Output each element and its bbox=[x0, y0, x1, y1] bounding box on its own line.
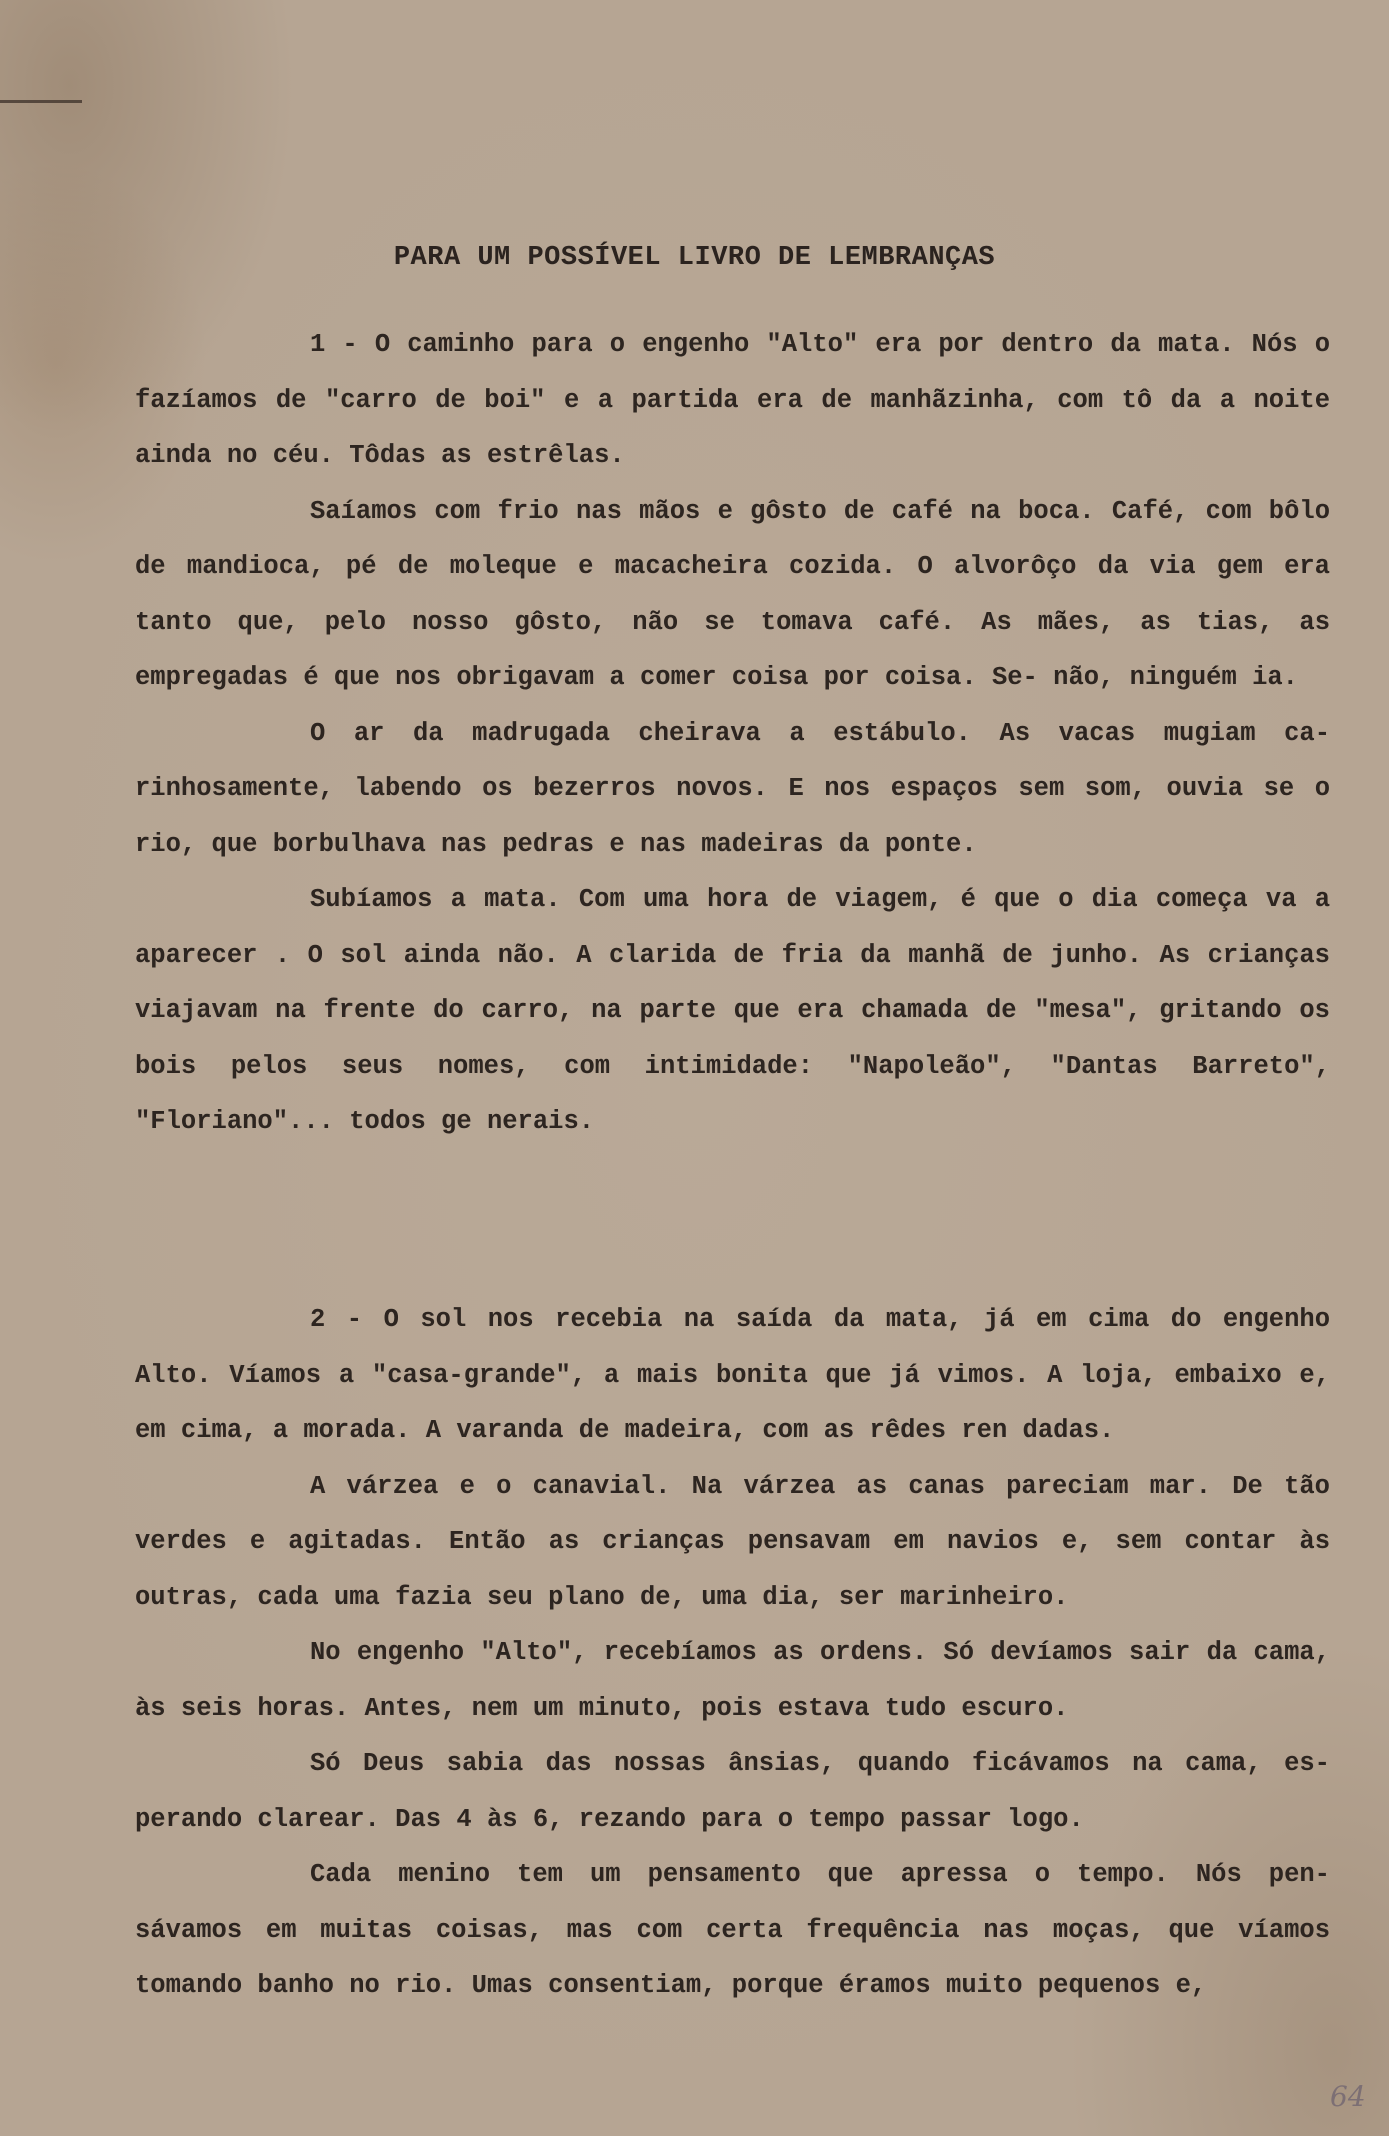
paragraph: Saíamos com frio nas mãos e gôsto de café na boca. Café, com bôlo de mandioca, pé de moleque e macacheira cozida. O alvorôço da via gem era tanto que, pelo nosso gôsto, não se tomava café. As mães, as tias, as empregadas é que nos obrigavam a comer coisa por coisa. Se- não, ninguém ia. bbox=[135, 496, 1330, 692]
paragraph: 2 - O sol nos recebia na saída da mata, já em cima do engenho Alto. Víamos a "casa-grande", a mais bonita que já vimos. A loja, embaixo e, em cima, a morada. A varanda de madeira, com as rêdes ren dadas. bbox=[135, 1305, 1330, 1445]
paragraph: A várzea e o canavial. Na várzea as canas pareciam mar. De tão verdes e agitadas. Então as crianças pensavam em navios e, sem contar às outras, cada uma fazia seu plano de, uma dia, ser marinheiro. bbox=[135, 1471, 1330, 1612]
paragraph: O ar da madrugada cheirava a estábulo. As vacas mugiam ca- rinhosamente, labendo os bezerros novos. E nos espaços sem som, ouvia se o rio, que borbulhava nas pedras e nas madeiras da ponte. bbox=[135, 718, 1330, 859]
page-number: 64 bbox=[1330, 2080, 1366, 2113]
edge-ink-mark bbox=[0, 100, 82, 103]
paragraph: Só Deus sabia das nossas ânsias, quando ficávamos na cama, es- perando clarear. Das 4 às 6, rezando para o tempo passar logo. bbox=[135, 1749, 1330, 1834]
paragraph: Subíamos a mata. Com uma hora de viagem, é que o dia começa va a aparecer . O sol ainda não. A clarida de fria da manhã de junho. As crianças viajavam na frente do carro, na parte que era chamada de "mesa", gritando os bois pelos seus nomes, com intimidade: "Napoleão", "Dantas Barreto", "Floriano"... todos ge nerais. bbox=[135, 885, 1330, 1136]
section-1 bbox=[135, 317, 1330, 1150]
document-title: PARA UM POSSÍVEL LIVRO DE LEMBRANÇAS bbox=[393, 243, 996, 273]
paragraph: No engenho "Alto", recebíamos as ordens. Só devíamos sair da cama, às seis horas. Antes, nem um minuto, pois estava tudo escuro. bbox=[135, 1638, 1330, 1723]
paragraph: 1 - O caminho para o engenho "Alto" era por dentro da mata. Nós o fazíamos de "carro de boi" e a partida era de manhãzinha, com tô da a noite ainda no céu. Tôdas as estrêlas. bbox=[135, 330, 1330, 470]
paragraph: Cada menino tem um pensamento que apressa o tempo. Nós pen- sávamos em muitas coisas, mas com certa frequência nas moças, que víamos tomando banho no rio. Umas consentiam, porque éramos muito pequenos e, bbox=[135, 1860, 1330, 2000]
section-2 bbox=[135, 1292, 1330, 2014]
